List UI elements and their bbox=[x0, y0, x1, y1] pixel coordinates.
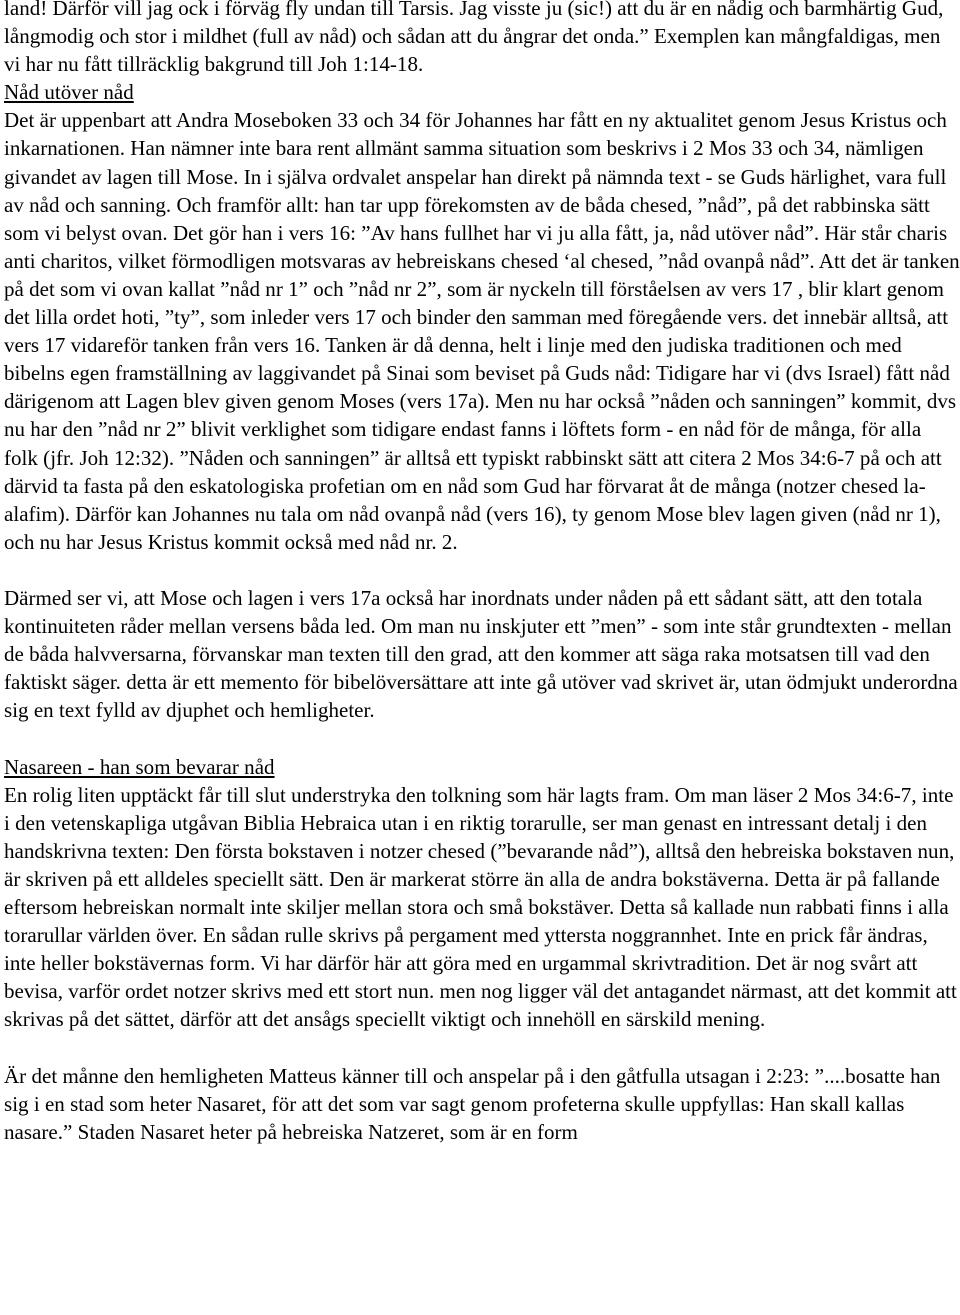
intro-paragraph: land! Därför vill jag ock i förväg fly undan till Tarsis. Jag visste ju (sic!) att du är en nådig och barmhärtig Gud, långmodig och stor i mildhet (full av nåd) och sådan att du ångrar det onda.” Exemplen kan mångfaldigas, men vi har nu fått tillräcklig bakgrund till Joh 1:14-18. bbox=[4, 0, 944, 77]
paragraph-gap bbox=[4, 556, 960, 584]
section-heading-nad-utover-nad: Nåd utöver nåd bbox=[4, 80, 134, 105]
section2-paragraph: En rolig liten upptäckt får till slut understryka den tolkning som här lagts fram. Om man läser 2 Mos 34:6-7, inte i den vetenskapliga utgåvan Biblia Hebraica utan i en riktig torarulle, ser man genast en intressant detalj i den handskrivna texten: Den första bokstaven i notzer chesed (”bevarande nåd”), alltså den hebreiska bokstaven nun, är skriven på ett alldeles speciellt sätt. Den är markerat större än alla de andra bokstäverna. Detta är på fallande eftersom hebreiskan normalt inte skiljer mellan stora och små bokstäver. Detta så kallade nun rabbati finns i alla torarullar världen över. En sådan rulle skrivs på pergament med yttersta noggrannhet. Inte en prick får ändras, inte heller bokstävernas form. Vi har därför här att göra med en urgammal skrivtradition. Det är nog svårt att bevisa, varför ordet notzer skrivs med ett stort nun. men nog ligger väl det antagandet närmast, att det kommit att skrivas på det sättet, därför att det ansågs speciellt viktigt och innehöll en särskild mening. bbox=[4, 782, 957, 1032]
paragraph-gap bbox=[4, 724, 960, 752]
section1-paragraph: Det är uppenbart att Andra Moseboken 33 och 34 för Johannes har fått en ny aktualitet genom Jesus Kristus och inkarnationen. Han nämner inte bara rent allmänt samma situation som beskrivs i 2 Mos 33 och 34, nämligen givandet av lagen till Mose. In i själva ordvalet anspelar han direkt på nämnda text - se Guds härlighet, vara full av nåd och sanning. Och framför allt: han tar upp förekomsten av de båda chesed, ”nåd”, på det rabbinska sätt som vi belyst ovan. Det gör han i vers 16: ”Av hans fullhet har vi ju alla fått, ja, nåd utöver nåd”. Här står charis anti charitos, vilket förmodligen motsvaras av hebreiskans chesed ‘al chesed, ”nåd ovanpå nåd”. Att det är tanken på det som vi ovan kallat ”nåd nr 1” och ”nåd nr 2”, som är nyckeln till förståelsen av vers 17 , blir klart genom det lilla ordet hoti, ”ty”, som inleder vers 17 och binder den samman med föregående vers. det innebär alltså, att vers 17 vidareför tanken från vers 16. Tanken är då denna, helt i linje med den judiska traditionen och med bibelns egen framställning av laggivandet på Sinai som beviset på Guds nåd: Tidigare har vi (dvs Israel) fått nåd därigenom att Lagen blev given genom Moses (vers 17a). Men nu har också ”nåden och sanningen” kommit, dvs nu har den ”nåd nr 2” blivit verklighet som tidigare endast fanns i löftets form - en nåd för de många, för alla folk (jfr. Joh 12:32). ”Nåden och sanningen” är alltså ett typiskt rabbinskt sätt att citera 2 Mos 34:6-7 på och att därvid ta fasta på den eskatologiska profetian om en nåd som Gud har förvarat åt de många (notzer chesed la-alafim). Därför kan Johannes nu tala om nåd ovanpå nåd (vers 16), ty genom Mose blev lagen given (nåd nr 1), och nu har Jesus Kristus kommit också med nåd nr. 2. bbox=[4, 108, 960, 554]
paragraph-gap bbox=[4, 1033, 960, 1061]
section-heading-nasareen: Nasareen - han som bevarar nåd bbox=[4, 754, 275, 779]
section1-paragraph-2: Därmed ser vi, att Mose och lagen i vers 17a också har inordnats under nåden på ett sådant sätt, att den totala kontinuiteten råder mellan versens båda led. Om man nu inskjuter ett ”men” - som inte står grundtexten - mellan de båda halvversarna, förvanskar man texten till den grad, att den kommer att säga raka motsatsen till vad den faktiskt säger. detta är ett memento för bibelöversättare att inte gå utöver vad skrivet är, utan ödmjukt underordna sig en text fylld av djuphet och hemligheter. bbox=[4, 585, 958, 723]
section2-paragraph-2: Är det månne den hemligheten Matteus känner till och anspelar på i den gåtfulla utsagan i 2:23: ”....bosatte han sig i en stad som heter Nasaret, för att det som var sagt genom profeterna skulle uppfyllas: Han skall kallas nasare.” Staden Nasaret heter på hebreiska Natzeret, som är en form bbox=[4, 1063, 941, 1144]
